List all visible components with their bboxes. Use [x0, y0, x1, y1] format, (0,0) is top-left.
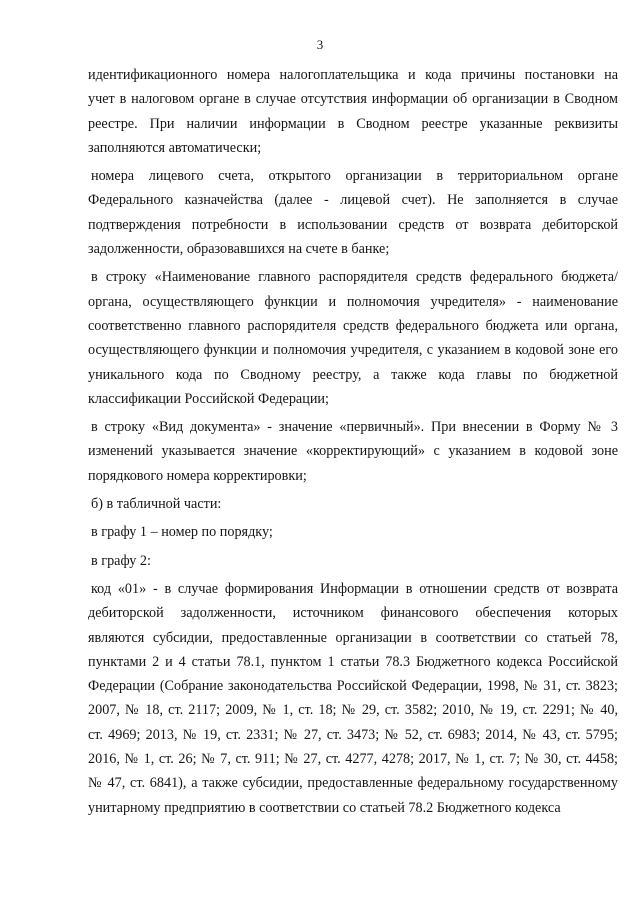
text-line: органа, осуществляющего функции и полномочия учредителя» - наименование [88, 293, 618, 310]
paragraph [88, 63, 618, 160]
text-line: заполняются автоматически; [88, 139, 262, 156]
text-line: являются субсидии, предоставленные организации в соответствии со статьей 78, [88, 629, 618, 646]
text-line: соответственно главного распорядителя средств федерального бюджета или органа, [88, 317, 618, 334]
text-line: задолженности, образовавшихся на счете в банке; [88, 241, 390, 258]
document-body [88, 63, 618, 824]
text-line: порядкового номера корректировки; [88, 467, 307, 484]
text-line: классификации Российской Федерации; [88, 390, 329, 407]
paragraph [88, 164, 618, 261]
paragraph [88, 549, 618, 573]
paragraph [88, 577, 618, 820]
text-line: 2016, № 1, ст. 26; № 7, ст. 911; № 27, ст. 4277, 4278; 2017, № 1, ст. 7; № 30, ст. 4458; [88, 751, 618, 768]
text-line: б) в табличной части: [91, 496, 222, 513]
text-line: реестре. При наличии информации в Сводном реестре указанные реквизиты [88, 115, 618, 132]
text-line: ст. 4969; 2013, № 19, ст. 2331; № 27, ст. 3473; № 52, ст. 6983; 2014, № 43, ст. 5795; [88, 726, 618, 743]
paragraph [88, 265, 618, 411]
text-line: Федерального казначейства (далее - лицевой счет). Не заполняется в случае [88, 192, 618, 209]
text-line: осуществляющего функции и полномочия учредителя, с указанием в кодовой зоне его [88, 342, 618, 359]
text-line: в строку «Вид документа» - значение «первичный». При внесении в Форму № 3 [91, 419, 618, 436]
text-line: подтверждения потребности в использовании средств от возврата дебиторской [88, 216, 618, 233]
text-line: изменений указывается значение «корректирующий» с указанием в кодовой зоне [88, 443, 618, 460]
text-line: 2007, № 18, ст. 2117; 2009, № 1, ст. 18; № 29, ст. 3582; 2010, № 19, ст. 2291; № 40, [88, 702, 618, 719]
text-line: Федерации (Собрание законодательства Российской Федерации, 1998, № 31, ст. 3823; [88, 678, 618, 695]
paragraph [88, 415, 618, 488]
paragraph [88, 520, 618, 544]
text-line: в строку «Наименование главного распорядителя средств федерального бюджета/ [91, 269, 618, 286]
text-line: в графу 2: [91, 552, 151, 569]
text-line: унитарному предприятию в соответствии со статьей 78.2 Бюджетного кодекса [88, 799, 561, 816]
text-line: идентификационного номера налогоплательщика и кода причины постановки на [88, 67, 618, 83]
paragraph [88, 492, 618, 516]
text-line: уникального кода по Сводному реестру, а также кода главы по бюджетной [88, 366, 618, 383]
text-line: дебиторской задолженности, источником финансового обеспечения которых [88, 605, 618, 622]
text-line: пунктами 2 и 4 статьи 78.1, пунктом 1 статьи 78.3 Бюджетного кодекса Российской [88, 653, 618, 670]
text-line: № 47, ст. 6841), а также субсидии, предоставленные федеральному государственному [88, 775, 618, 792]
text-line: номера лицевого счета, открытого организации в территориальном органе [91, 168, 618, 185]
page-number: 3 [316, 37, 324, 52]
text-line: в графу 1 – номер по порядку; [91, 524, 273, 541]
text-line: код «01» - в случае формирования Информации в отношении средств от возврата [91, 580, 618, 597]
text-line: учет в налоговом органе в случае отсутствия информации об организации в Сводном [88, 91, 618, 108]
